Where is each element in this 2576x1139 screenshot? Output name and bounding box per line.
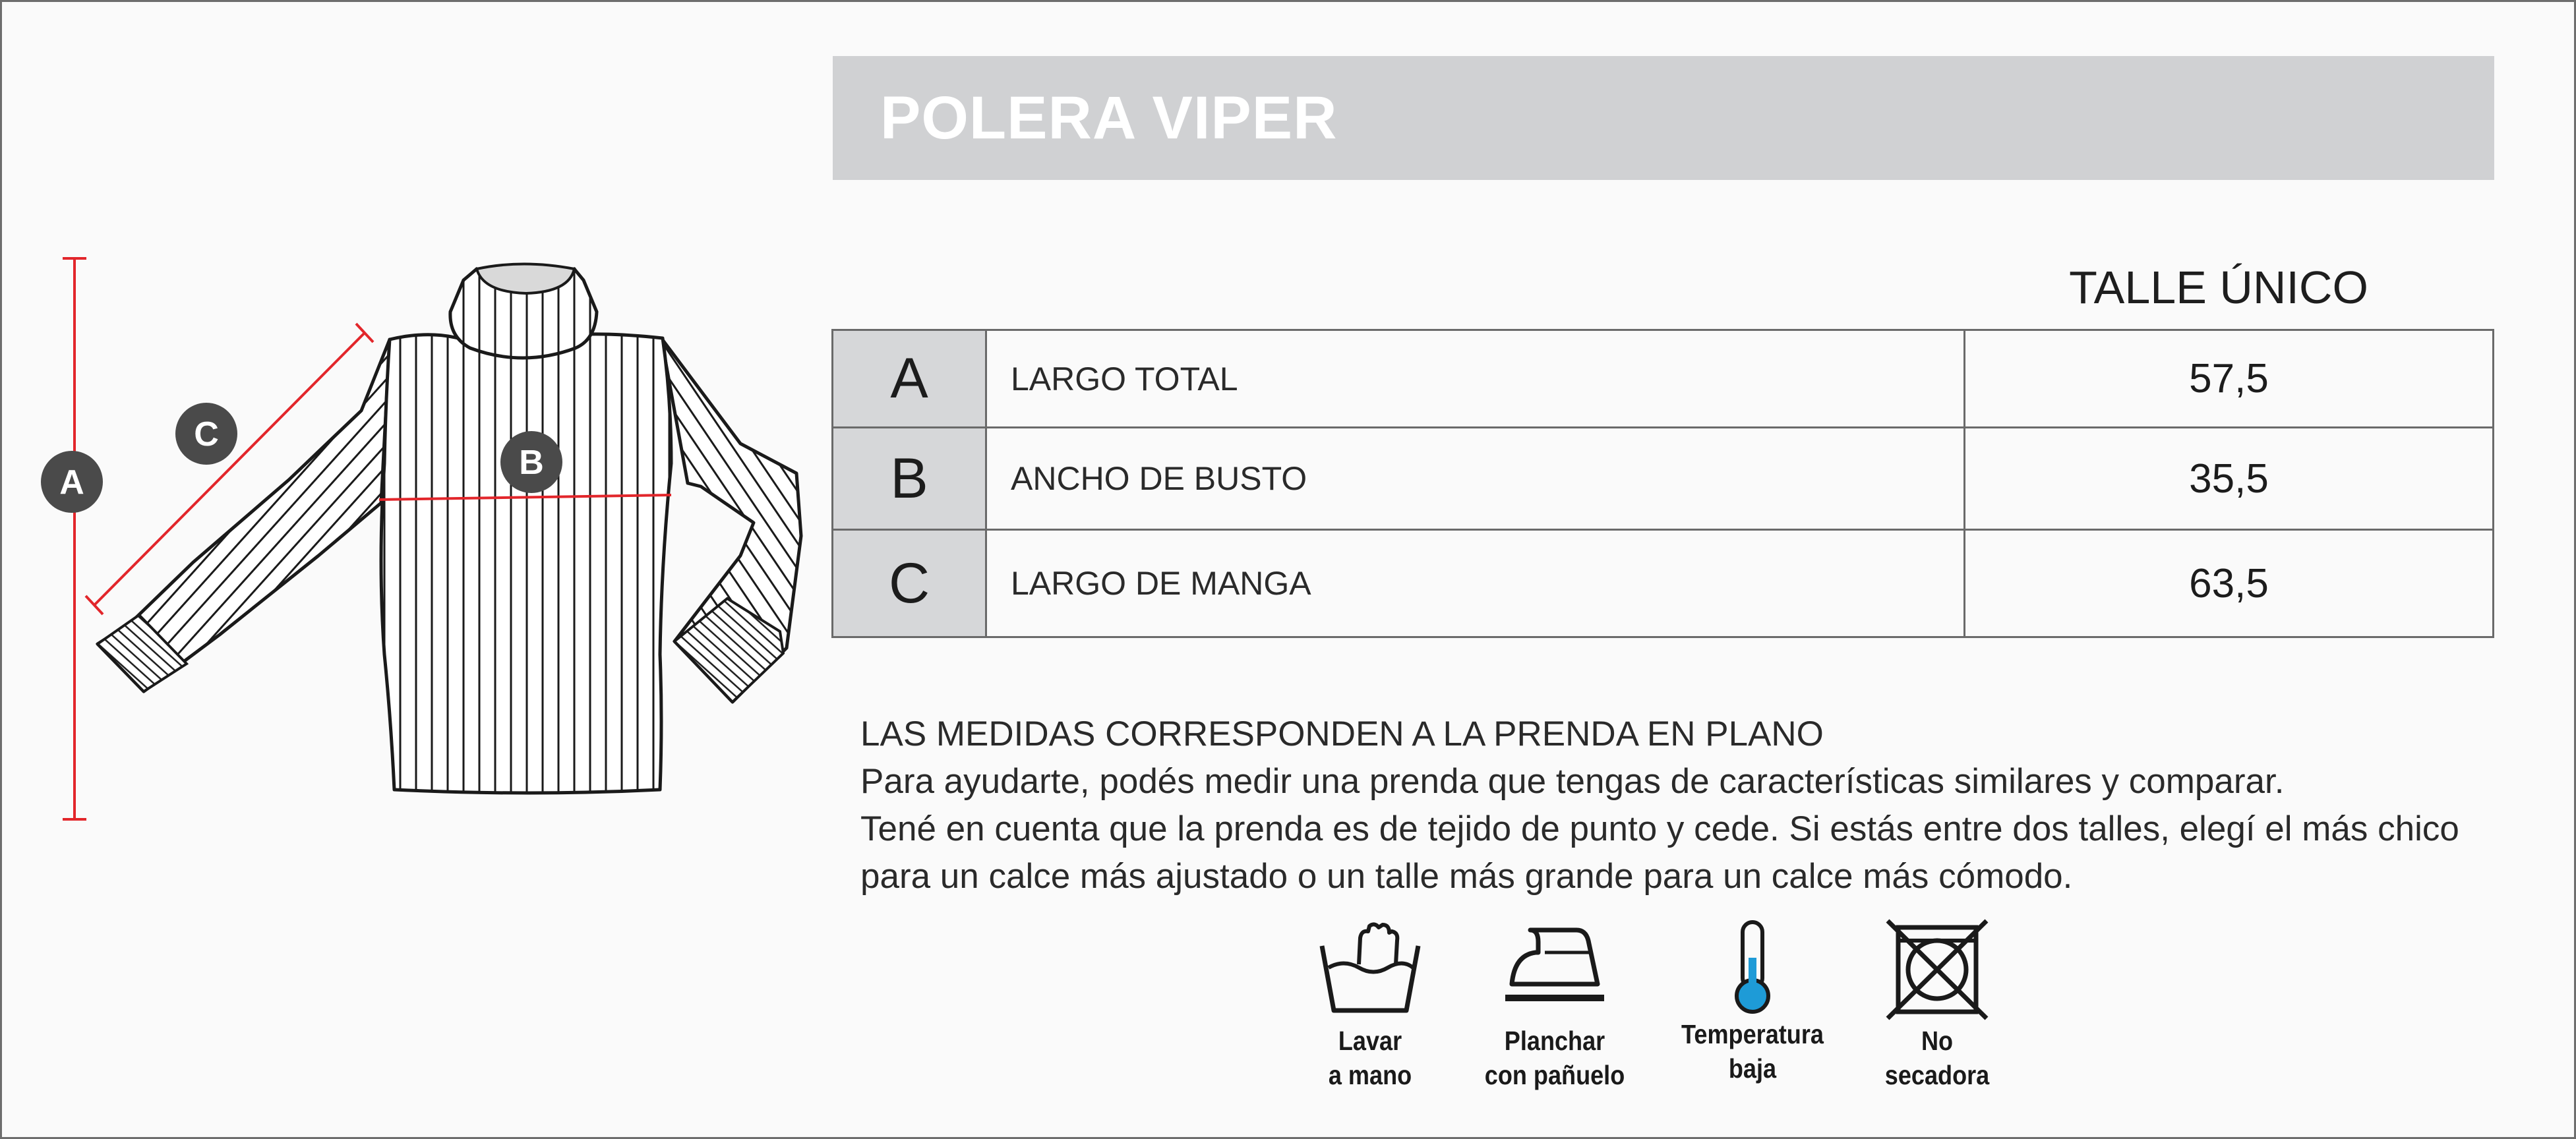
badge-c <box>175 403 237 465</box>
badge-a <box>41 451 103 513</box>
row-value: 57,5 <box>1965 330 2494 428</box>
svg-text:C: C <box>194 415 219 453</box>
hand-wash-icon <box>1314 918 1426 1024</box>
garment-diagram <box>28 246 820 839</box>
size-table <box>831 329 2494 638</box>
row-letter: C <box>833 530 986 637</box>
iron-icon <box>1499 918 1611 1024</box>
row-label: LARGO TOTAL <box>986 330 1965 428</box>
row-letter: A <box>833 330 986 428</box>
size-header: TALLE ÚNICO <box>2069 262 2368 313</box>
row-label: LARGO DE MANGA <box>986 530 1965 637</box>
title-bar <box>833 56 2494 180</box>
care-item-iron <box>1466 918 1644 1092</box>
care-item-no-dryer <box>1861 918 2013 1092</box>
care-item-hand-wash <box>1294 918 1446 1092</box>
row-label: ANCHO DE BUSTO <box>986 428 1965 530</box>
notes-line: Para ayudarte, podés medir una prenda que tengas de características similares y comparar. <box>860 762 2285 801</box>
table-row <box>833 330 2494 428</box>
care-caption: a mano <box>1328 1060 1412 1090</box>
notes-heading: LAS MEDIDAS CORRESPONDEN A LA PRENDA EN PLANO <box>860 715 1824 753</box>
svg-text:A: A <box>59 463 84 502</box>
care-caption: Temperatura <box>1681 1019 1824 1049</box>
notes-line: Tené en cuenta que la prenda es de tejido de punto y cede. Si estás entre dos talles, elegí el más chico <box>860 809 2459 848</box>
body <box>381 334 671 793</box>
product-title: POLERA VIPER <box>880 84 1338 152</box>
svg-text:B: B <box>519 444 544 482</box>
measurement-notes <box>860 711 2482 900</box>
row-value: 35,5 <box>1965 428 2494 530</box>
care-caption: Lavar <box>1338 1026 1402 1056</box>
row-value: 63,5 <box>1965 530 2494 637</box>
care-caption: con pañuelo <box>1484 1060 1625 1090</box>
no-tumble-dry-icon <box>1881 918 1993 1024</box>
row-letter: B <box>833 428 986 530</box>
badge-b <box>500 431 562 493</box>
table-row <box>833 530 2494 637</box>
care-caption: No <box>1921 1026 1954 1056</box>
care-caption: secadora <box>1884 1060 1990 1090</box>
care-caption: baja <box>1728 1053 1777 1084</box>
thermometer-icon <box>1696 918 1809 1017</box>
notes-line: para un calce más ajustado o un talle más grande para un calce más cómodo. <box>860 857 2073 896</box>
care-caption: Planchar <box>1504 1026 1605 1056</box>
care-item-temperature <box>1663 918 1842 1086</box>
table-row <box>833 428 2494 530</box>
